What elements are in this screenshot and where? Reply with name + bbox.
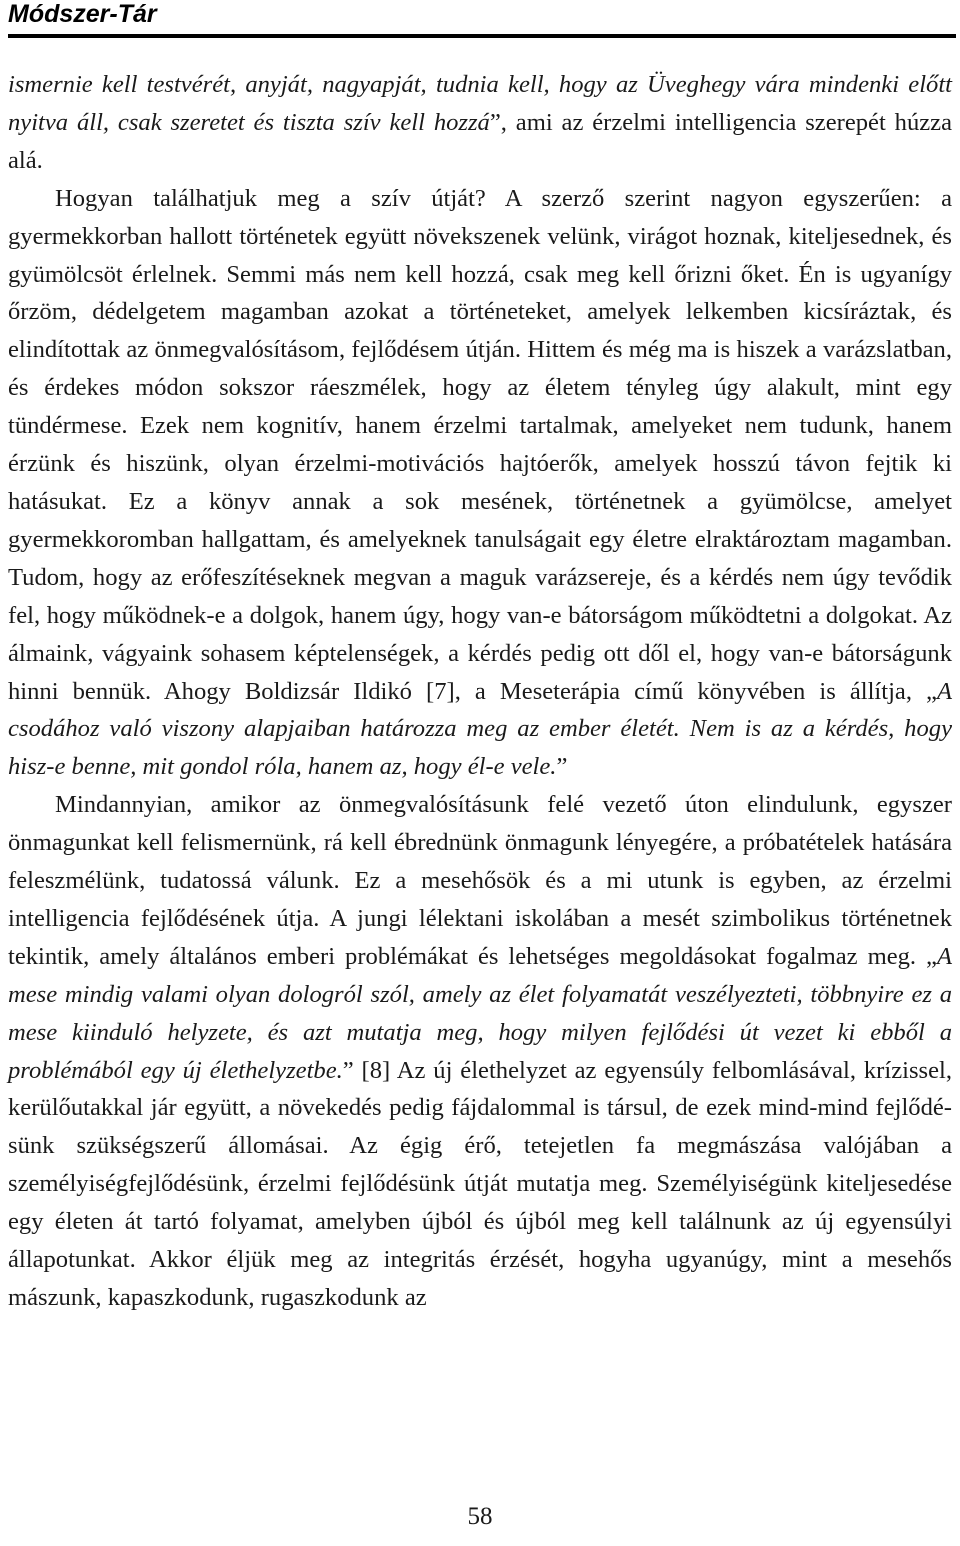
text-span: Hogyan találhatjuk meg a szív útját? A szerző szerint nagyon egyszerűen: a gyermekkorban hallott történetek együtt növekszenek velünk, virágot hoznak, kiteljesednek, és gyümölcsöt érlelnek. Semmi más nem kell hozzá, csak meg kell őrizni őket. Én is ugyanígy őrzöm, dédelgetem magamban azokat a történeteket, amelyek lelkemben kicsíráztak, és elindítottak az önmegvalósításom, fejlődésem útján. Hittem és még ma is hiszek a varázslatban, és érdekes módon sokszor ráeszmélek, hogy az életem tényleg úgy alakult, mint egy tündérmese. Ezek nem kognitív, hanem érzelmi tartalmak, amelyeket nem tudunk, hanem érzünk és hiszünk, olyan érzelmi-motivációs hajtóerők, amelyek hosszú távon fejtik ki hatásukat. Ez a könyv annak a sok mesének, történetnek a gyümölcse, amelyet gyermekkoromban hallgattam, és amelyeknek tanulságait egy életre elraktároztam magamban. Tudom, hogy az erőfeszítéseknek megvan a maguk varázsereje, és a kérdés nem úgy tevődik fel, hogy működnek-e a dolgok, hanem úgy, hogy van-e bátorságom működtetni a dolgokat. Az álmaink, vágyaink sohasem képtelenségek, a kérdés pedig ott dől el, hogy van-e bátorságunk hinni bennük. Ahogy Boldizsár Ildikó [7], a Meseterápia című könyvében is állítja, „ [8,184,952,705]
italic-quote: A csodához való viszony alapjaiban határozza meg az ember életét. Nem is az a kérdés, hogy hisz-e benne, mit gondol róla, hanem az, hogy él-e vele. [8,677,952,781]
body-text [8,66,952,1317]
paragraph [8,66,952,180]
italic-quote: A mese mindig valami olyan dologról szól, amely az élet folyamatát veszélyezteti, többnyire ez a mese kiinduló helyzete, és azt mutatja meg, hogy milyen fejlődési út vezet ki ebből a problémából egy új élethelyzetbe. [8,942,952,1084]
text-span: Mindannyian, amikor az önmegvalósításunk felé vezető úton elindulunk, egyszer önmagunkat kell felismernünk, rá kell ébrednünk önmagunk lényegére, a próbatételek hatására feleszmélünk, tudatossá válunk. Ez a mesehősök és a mi utunk is egyben, az érzelmi intelligencia fejlődésének útja. A jungi lélektani iskolában a mesét szimbolikus történetnek tekintik, amely általános emberi problémákat és lehetséges megoldásokat fogalmaz meg. „ [8,791,952,970]
italic-span: ismernie kell testvérét, anyját, nagyapját, tudnia kell, hogy az Üveghegy vára mindenki előtt nyitva áll, csak szeretet és tiszta szív kell hozzá [8,71,952,136]
text-span: ” [556,753,568,781]
text-span: ”, ami az érzelmi intelligencia szerepét húzza alá. [8,108,952,174]
running-head: Módszer-Tár [8,0,157,28]
page-number: 58 [467,1503,493,1530]
text-span: ” [8] Az új élethelyzet az egyensúly felbomlásával, krízissel, kerülőutakkal jár együtt, a növekedés pedig fájdalommal is társul, de ezek mind-mind fejlődésünk szükségszerű állomásai. Az égig érő, tetejetlen fa megmászása valójában a személyiségfejlődésünk, érzelmi fejlődésünk útját mutatja meg. Személyiségünk kiteljesedése egy életen át tartó folyamat, amelyben újból és újból meg kell találnunk az új egyensúlyi állapotunkat. Akkor éljük meg az integritás érzését, hogyha ugyanúgy, mint a mesehős mászunk, kapaszkodunk, rugaszkodunk az [8,1056,952,1311]
paragraph [8,180,952,787]
page-header [8,0,956,38]
paragraph [8,786,952,1317]
